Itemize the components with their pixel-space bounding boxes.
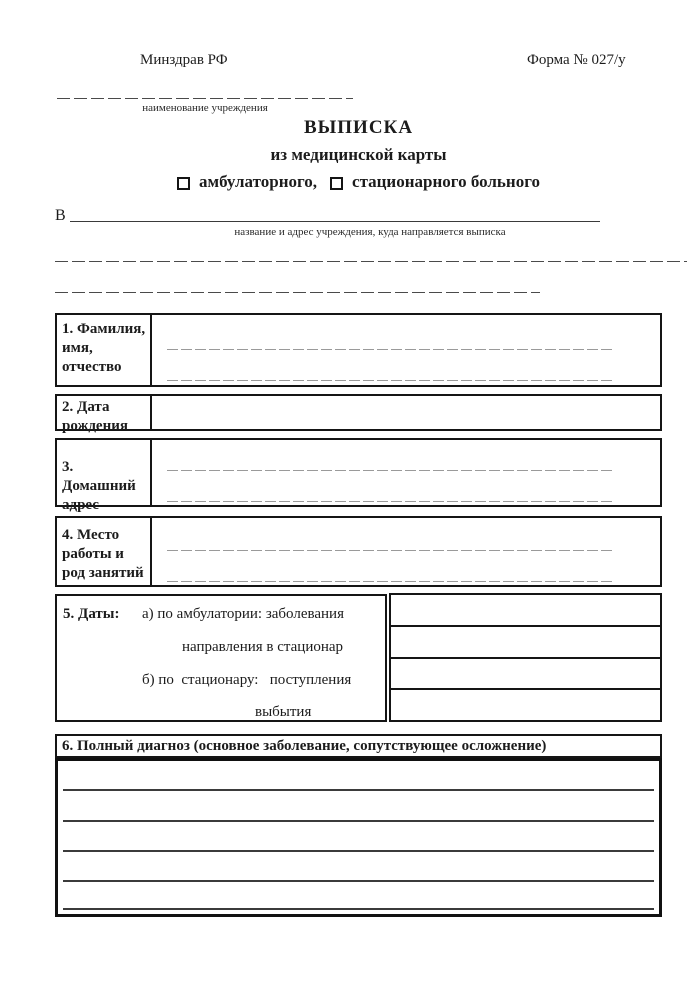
field-label-birthdate: 2. Дата рождения [57, 396, 152, 429]
field-label-workplace: 4. Место работы и род занятий [57, 518, 152, 585]
ruled-line [63, 820, 654, 822]
dates-line-referral: направления в стационар [182, 639, 344, 655]
form-number-label: Форма № 027/у [527, 52, 626, 68]
field-input-address[interactable] [152, 440, 660, 505]
field-label-address: 3. Домашний адрес [57, 440, 152, 505]
date-input-referral[interactable] [391, 625, 660, 657]
field-input-workplace[interactable] [152, 518, 660, 585]
form-subtitle: из медицинской карты [270, 145, 447, 164]
institution-name-caption: наименование учреждения [142, 102, 268, 114]
inpatient-checkbox[interactable] [330, 177, 343, 190]
ruled-line [167, 581, 612, 582]
field-label-name: 1. Фамилия, имя, отчество [57, 315, 152, 385]
institution-name-line[interactable] [57, 97, 353, 99]
ruled-line [167, 501, 612, 502]
dates-line-ambulatory-illness: а) по амбулатории: заболевания [142, 606, 344, 622]
field-input-name[interactable] [152, 315, 660, 385]
date-input-illness[interactable] [391, 595, 660, 625]
ruled-line [167, 470, 612, 471]
date-input-admission[interactable] [391, 657, 660, 689]
field-row-workplace [55, 516, 662, 587]
extra-fill-line-2[interactable] [55, 291, 540, 293]
dates-label: 5. Даты: [63, 606, 120, 622]
date-input-discharge[interactable] [391, 688, 660, 720]
ambulatory-label: амбулаторного, [199, 172, 318, 191]
ruled-line [167, 380, 612, 381]
destination-prefix: В [55, 207, 66, 224]
patient-type-row [55, 172, 662, 192]
extra-fill-line-1[interactable] [55, 260, 687, 262]
inpatient-label: стационарного больного [352, 172, 540, 191]
ruled-line [63, 908, 654, 910]
dates-row-labels [55, 594, 387, 722]
destination-fill-line[interactable] [70, 221, 600, 222]
ruled-line [63, 880, 654, 882]
dates-line-discharge: выбытия [255, 704, 312, 720]
diagnosis-header: 6. Полный диагноз (основное заболевание, сопутствующее осложнение) [55, 734, 662, 758]
field-input-birthdate[interactable] [152, 396, 660, 429]
ambulatory-checkbox[interactable] [177, 177, 190, 190]
ruled-line [167, 550, 612, 551]
destination-caption: название и адрес учреждения, куда направляется выписка [234, 226, 506, 238]
ministry-label: Минздрав РФ [140, 52, 228, 68]
form-title-block [55, 117, 662, 192]
diagnosis-input-area[interactable] [55, 758, 662, 917]
ruled-line [167, 349, 612, 350]
field-row-birthdate [55, 394, 662, 434]
dates-line-hospital-admission: б) по стационару: поступления [142, 672, 352, 688]
field-row-address [55, 438, 662, 513]
ruled-line [63, 789, 654, 791]
ruled-line [63, 850, 654, 852]
form-title: ВЫПИСКА [303, 117, 414, 138]
field-row-name [55, 313, 662, 387]
dates-row-inputs [389, 593, 662, 722]
